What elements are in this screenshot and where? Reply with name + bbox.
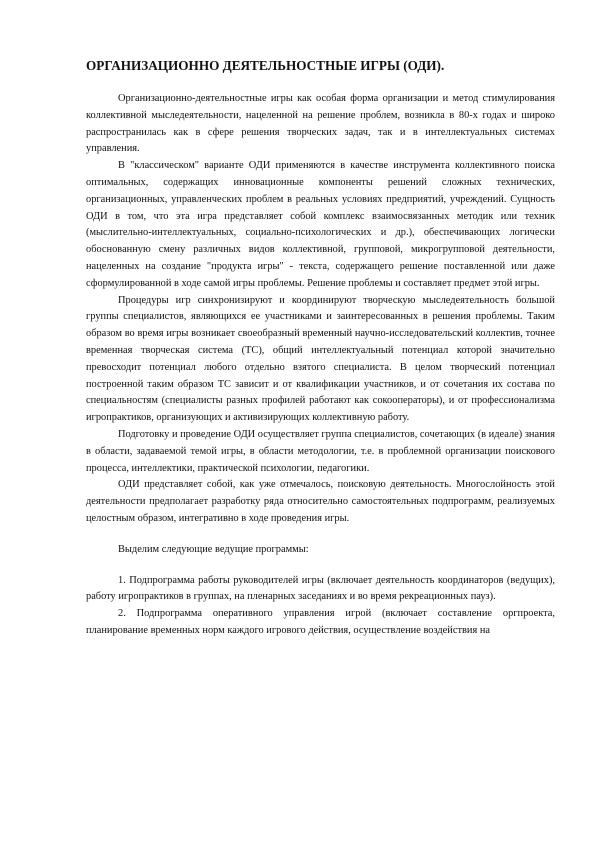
paragraph: Подготовку и проведение ОДИ осуществляет группа специалистов, сочетающих (в идеале) знания в области, задаваемой темой игры, в области методологии, т.е. в проблемной организации поискового процесса, интеллектики, практической психологии, педагогики. [86,428,555,474]
spacer [86,559,555,573]
paragraph: Процедуры игр синхронизируют и координируют творческую мыследеятельность большой группы специалистов, являющихся ее участниками и заинтересованных в решения проблемы. Таким образом во время игры возникает своеобразный временный научно-исследовательский коллектив, точнее временная творческая система (ТС), общий интеллектуальный потенциал которой значительно превосходит потенциал любого отдельно взятого специалиста. В целом творческий потенциал построенной таким образом ТС зависит и от квалификации участников, и от сочетания их состава по специальностям (специалисты разных профилей работают как сокооператоры), и от профессионализма игропрактиков, организующих и активизирующих коллективную работу. [86,294,555,424]
spacer [86,528,555,542]
list-item: 2. Подпрограмма оперативного управления игрой (включает составление оргпроекта, планирование временных норм каждого игрового действия, осуществление воздействия на [86,608,555,636]
paragraph: Выделим следующие ведущие программы: [118,543,309,555]
paragraph: ОДИ представляет собой, как уже отмечалось, поисковую деятельность. Многослойность этой деятельности предполагает разработку ряда относительно самостоятельных подпрограмм, реализуемых целостным образом, интегративно в ходе проведения игры. [86,479,555,524]
page-title: ОРГАНИЗАЦИОННО ДЕЯТЕЛЬНОСТНЫЕ ИГРЫ (ОДИ). [86,58,445,73]
paragraph: В "классическом" варианте ОДИ применяются в качестве инструмента коллективного поиска оптимальных, содержащих инновационные компоненты решений сложных технических, организационных, управленческих проблем в реальных условиях предприятий, учреждений. Сущность ОДИ в том, что эта игра представляет собой комплекс взаимосвязанных методик или техник (мыслительно-интеллектуальных, социально-психологических и др.), обеспечивающих логически обоснованную смену различных видов коллективной, групповой, микрогрупповой деятельности, нацеленных на создание "продукта игры" - текста, содержащего решение поставленной или даже сформулированной в ходе самой игры проблемы. Решение проблемы и составляет предмет этой игры. [86,160,555,289]
list-item: 1. Подпрограмма работы руководителей игры (включает деятельность координаторов (ведущих), работу игропрактиков в группах, на пленарных заседаниях и во время рекреационных пауз). [86,574,555,603]
paragraph: Организационно-деятельностные игры как особая форма организации и метод стимулирования коллективной мыследеятельности, нацеленной на решение проблем, возникла в 80-х годах и широко распространилась как в сфере решения творческих задач, так и в интеллектуальных системах управления. [86,93,555,155]
